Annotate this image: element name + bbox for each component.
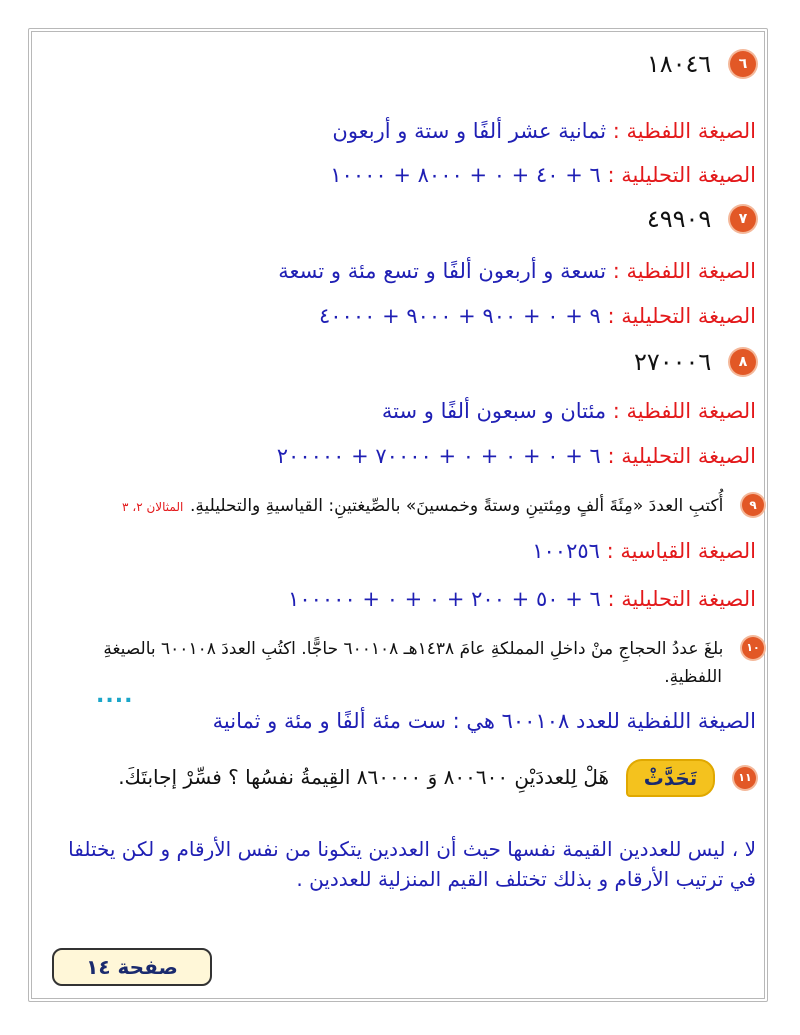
question-10-row — [103, 632, 764, 664]
question-11-text: هَلْ لِلعددَيْنِ ٨٠٠٦٠٠ وَ ٨٦٠٠٠٠ القِيمةُ نفسُها ؟ فسِّرْ إجابتَكَ. — [118, 765, 610, 789]
question-9-row — [122, 489, 764, 522]
word-form-value: ثمانية عشر ألفًا و ستة و أربعون — [332, 119, 607, 143]
question-7-row — [647, 203, 756, 234]
question-9-badge: ٩ — [742, 494, 764, 516]
question-8-row — [634, 346, 756, 377]
question-6-row — [647, 48, 756, 79]
q9-standard-form — [532, 536, 756, 566]
q6-expanded-form — [330, 160, 756, 190]
question-8-number: ٢٧٠٠٠٦ — [633, 348, 712, 376]
word-form-label: الصيغة اللفظية : — [612, 259, 756, 283]
question-9-text: أُكتبِ العددَ «مِئَةَ ألفٍ ومِئتينِ وستةً وخمسينَ» بالصِّيغتينِ: القياسيةِ والتحليليةِ. — [190, 496, 724, 516]
expanded-form-label: الصيغة التحليلية : — [607, 304, 756, 328]
question-7-number: ٤٩٩٠٩ — [646, 205, 712, 233]
question-11-badge: ١١ — [734, 767, 756, 789]
question-6-number: ١٨٠٤٦ — [646, 50, 712, 78]
word-form-value: تسعة و أربعون ألفًا و تسع مئة و تسعة — [278, 259, 607, 283]
q6-word-form — [332, 116, 756, 146]
question-11-row — [118, 759, 756, 797]
talk-bubble-label: تَحَدَّثْ — [626, 759, 716, 797]
q7-expanded-form — [319, 301, 756, 331]
word-form-label: الصيغة اللفظية : — [612, 119, 756, 143]
continuation-dots: .... — [96, 683, 134, 708]
question-10-text-line2: اللفظيةِ. — [664, 667, 722, 687]
question-10-badge: ١٠ — [742, 637, 764, 659]
standard-form-value: ١٠٠٢٥٦ — [532, 539, 600, 563]
question-10-text: بلغَ عددُ الحجاجِ منْ داخلِ المملكةِ عامَ ١٤٣٨هـ ٦٠٠١٠٨ حاجًّا. اكتُبِ العددَ ٦٠٠١٠٨ بالصيغةِ — [103, 639, 724, 659]
q8-expanded-form — [277, 441, 756, 471]
q7-word-form — [278, 256, 756, 286]
question-8-badge: ٨ — [730, 349, 756, 375]
expanded-form-label: الصيغة التحليلية : — [607, 163, 756, 187]
q8-word-form — [382, 396, 756, 426]
question-7-badge: ٧ — [730, 206, 756, 232]
expanded-form-value: ٦ + ٥٠ + ٢٠٠ + ٠ + ٠ + ١٠٠٠٠٠ — [288, 587, 601, 611]
page-number-label: صفحة ١٤ — [52, 948, 212, 986]
expanded-form-value: ٦ + ٤٠ + ٠ + ٨٠٠٠ + ١٠٠٠٠ — [330, 163, 601, 187]
expanded-form-value: ٩ + ٠ + ٩٠٠ + ٩٠٠٠ + ٤٠٠٠٠ — [319, 304, 601, 328]
word-form-value: مئتان و سبعون ألفًا و ستة — [381, 399, 607, 423]
word-form-label: الصيغة اللفظية : — [612, 399, 756, 423]
answer-text: الصيغة اللفظية للعدد ٦٠٠١٠٨ هي : ست مئة ألفًا و مئة و ثمانية — [212, 709, 756, 733]
expanded-form-label: الصيغة التحليلية : — [607, 444, 756, 468]
question-6-badge: ٦ — [730, 51, 756, 77]
q10-answer — [213, 706, 756, 736]
expanded-form-value: ٦ + ٠ + ٠ + ٠ + ٧٠٠٠٠ + ٢٠٠٠٠٠ — [276, 444, 601, 468]
q11-answer: لا ، ليس للعددين القيمة نفسها حيث أن العددين يتكونا من نفس الأرقام و لكن يختلفا في ترتيب الأرقام و بذلك تختلف القيم المنزلية للعددين . — [68, 837, 756, 891]
expanded-form-label: الصيغة التحليلية : — [607, 587, 756, 611]
standard-form-label: الصيغة القياسية : — [606, 539, 756, 563]
question-9-reference: المثالان ٢، ٣ — [122, 500, 184, 514]
q9-expanded-form — [288, 584, 756, 614]
